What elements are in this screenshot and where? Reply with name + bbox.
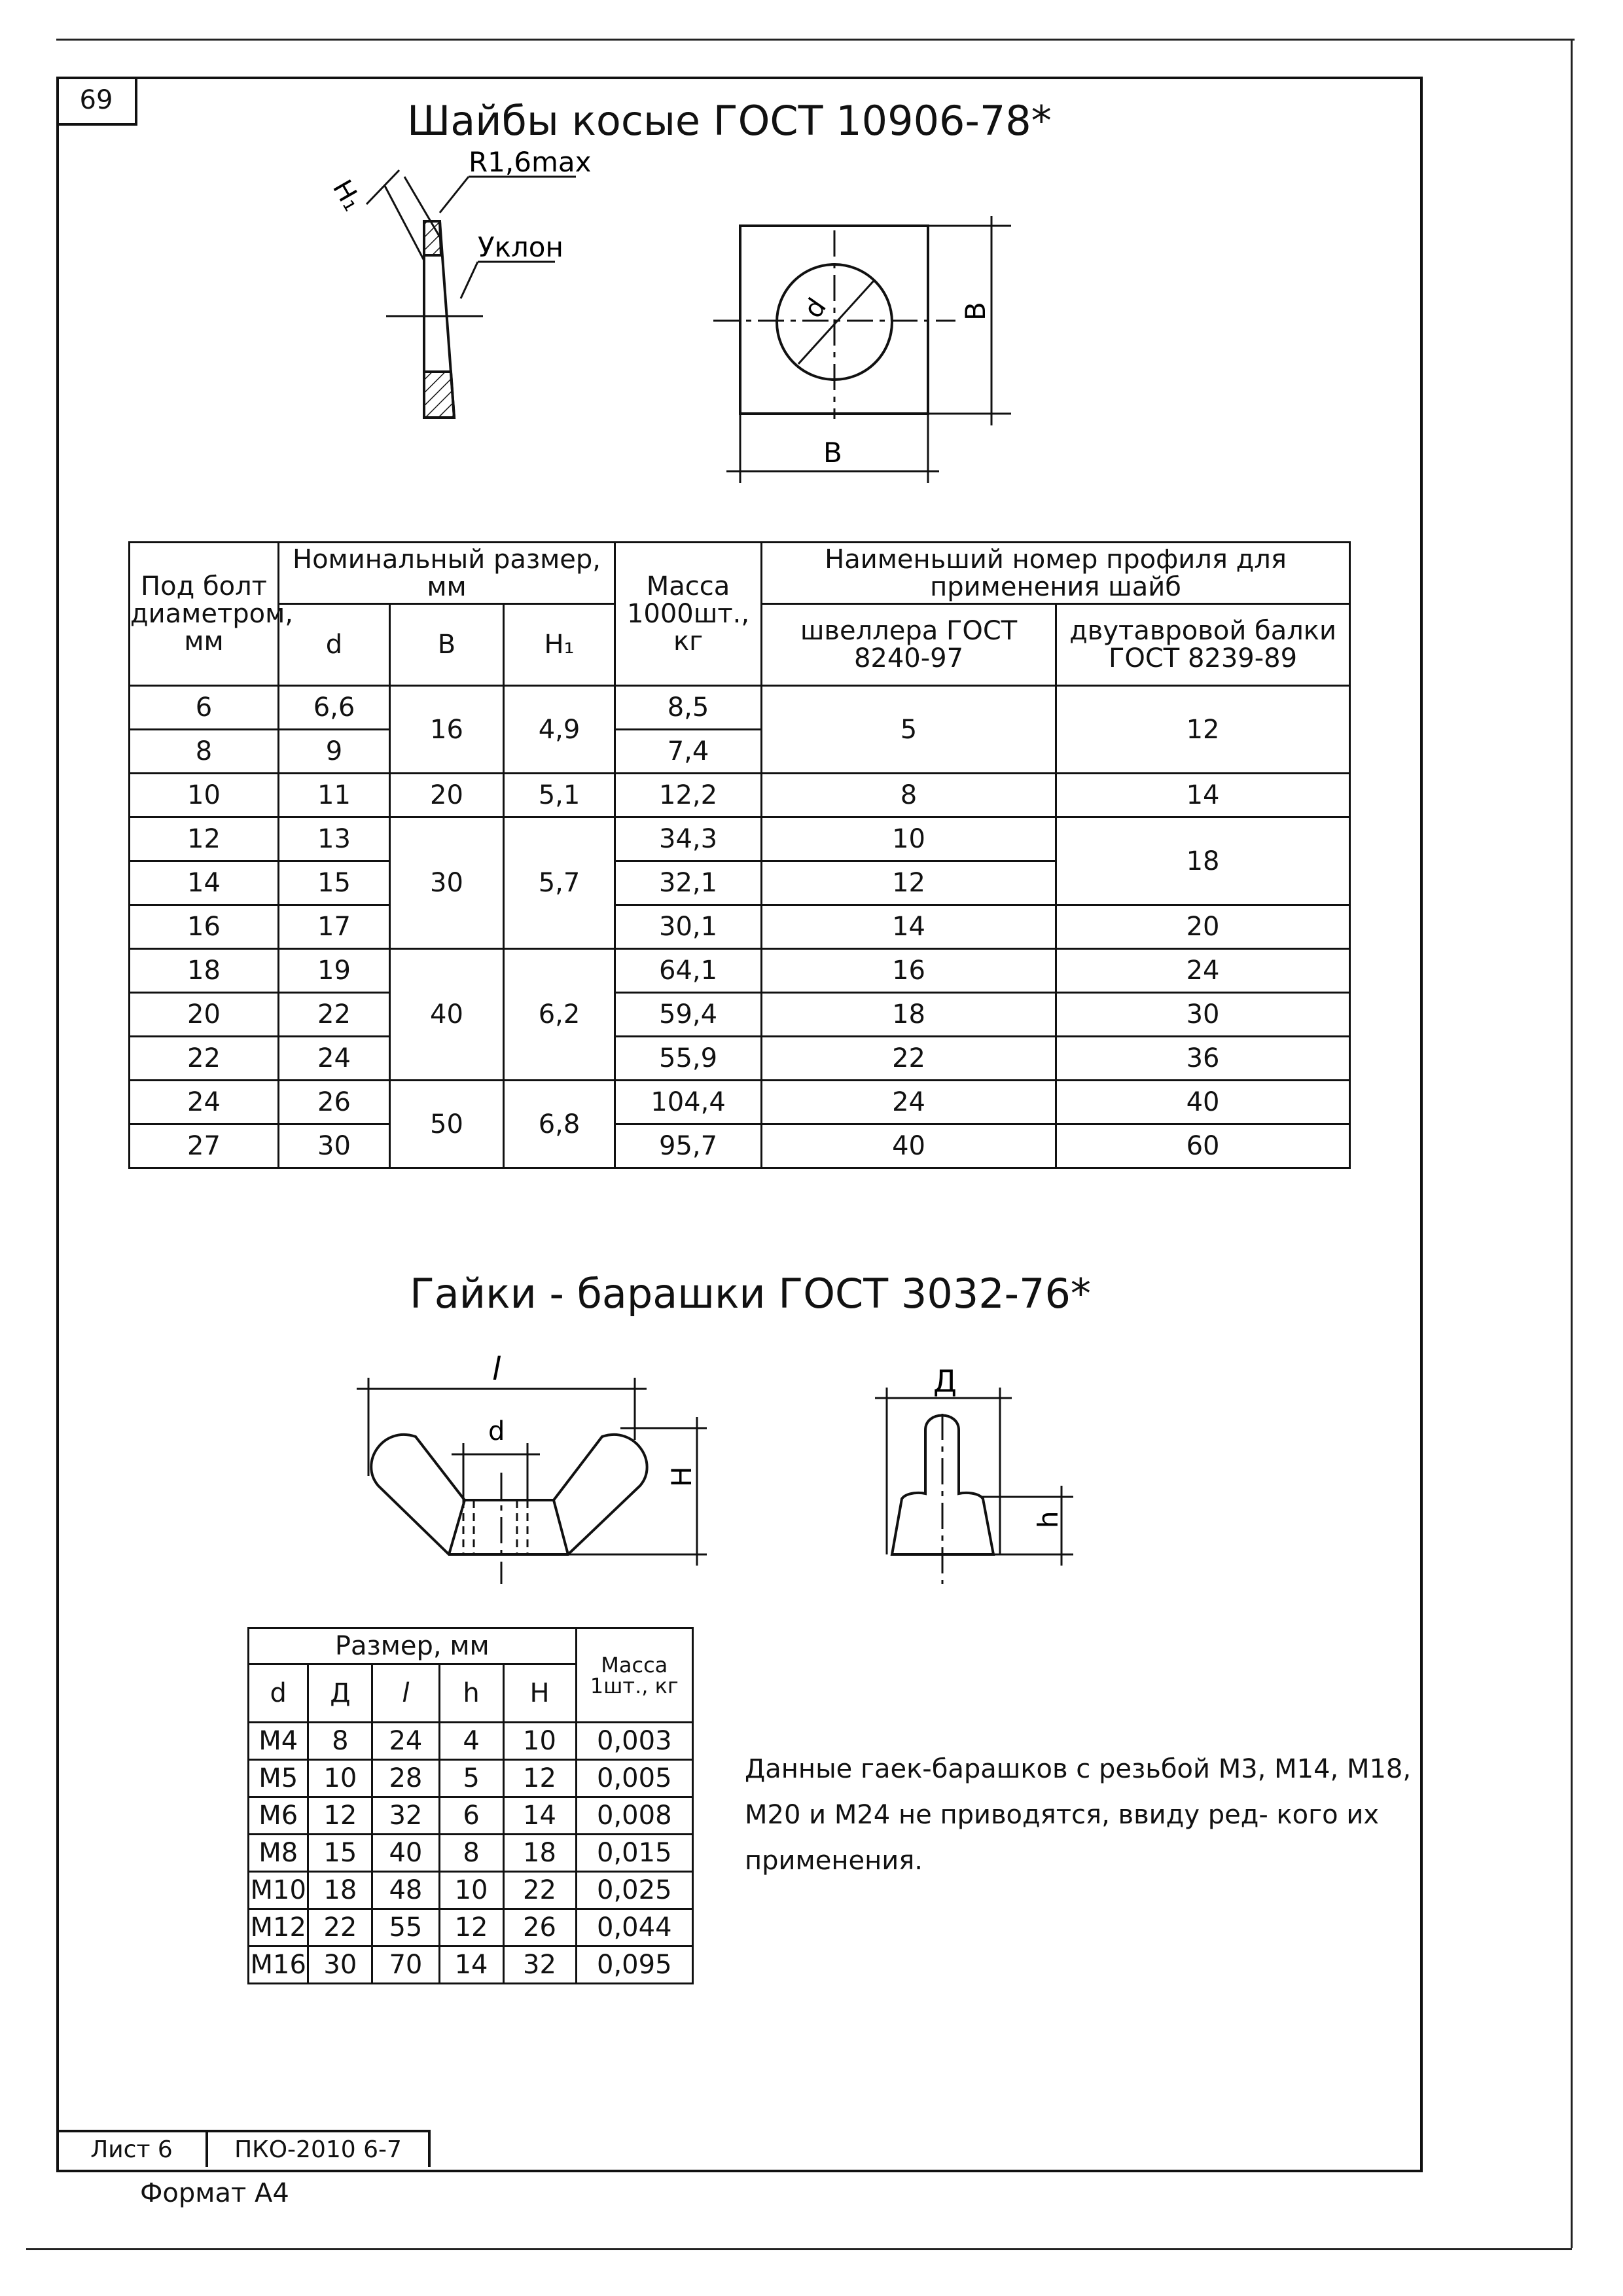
D-cell: 22 (308, 1909, 372, 1946)
header-l: l (372, 1664, 439, 1723)
ibeam-cell: 40 (1056, 1081, 1350, 1124)
mass-cell: 8,5 (615, 686, 762, 730)
l-cell: 55 (372, 1909, 439, 1946)
header-size: Размер, мм (249, 1628, 577, 1664)
h1-cell: 6,2 (504, 949, 615, 1081)
b-cell: 50 (390, 1081, 504, 1168)
table-row (249, 1946, 693, 1984)
h-cell: 10 (439, 1872, 503, 1909)
h1-cell: 5,1 (504, 774, 615, 817)
ibeam-cell: 20 (1056, 905, 1350, 949)
header-d: d (279, 604, 390, 686)
bolt-cell: 27 (130, 1124, 279, 1168)
thread-cell: M6 (249, 1797, 308, 1835)
h1-label: H₁ (326, 175, 368, 217)
document-code: ПКО-2010 6-7 (208, 2130, 431, 2167)
d-cell: 17 (279, 905, 390, 949)
header-D: Д (308, 1664, 372, 1723)
H-cell: 12 (503, 1760, 576, 1797)
b-label-vertical: B (959, 302, 991, 321)
D-cell: 10 (308, 1760, 372, 1797)
header-b: B (390, 604, 504, 686)
washers-title: Шайбы косые ГОСТ 10906-78* (407, 97, 1052, 145)
ibeam-cell: 60 (1056, 1124, 1350, 1168)
sheet-stamp (58, 2130, 431, 2167)
d-cell: 30 (279, 1124, 390, 1168)
d-cell: 11 (279, 774, 390, 817)
d-cell: 15 (279, 861, 390, 905)
d-cell: 19 (279, 949, 390, 993)
D-cell: 15 (308, 1835, 372, 1872)
wingnut-side-view (875, 1388, 1073, 1584)
h-cell: 8 (439, 1835, 503, 1872)
bolt-cell: 24 (130, 1081, 279, 1124)
header-mass: Масса 1шт., кг (576, 1628, 692, 1723)
wingnut-front-view (357, 1378, 707, 1584)
channel-cell: 16 (762, 949, 1056, 993)
d-cell: 6,6 (279, 686, 390, 730)
header-h1: H₁ (504, 604, 615, 686)
D-cell: 18 (308, 1872, 372, 1909)
H-cell: 14 (503, 1797, 576, 1835)
mass-cell: 0,015 (576, 1835, 692, 1872)
d-cell: 9 (279, 730, 390, 774)
H-cell: 22 (503, 1872, 576, 1909)
bolt-cell: 8 (130, 730, 279, 774)
h-cell: 6 (439, 1797, 503, 1835)
mass-cell: 0,008 (576, 1797, 692, 1835)
header-nominal-size: Номинальный размер, мм (279, 543, 615, 604)
bolt-cell: 18 (130, 949, 279, 993)
page-number: 69 (58, 77, 137, 126)
mass-cell: 0,005 (576, 1760, 692, 1797)
bolt-cell: 10 (130, 774, 279, 817)
ibeam-cell: 12 (1056, 686, 1350, 774)
D-cell: 12 (308, 1797, 372, 1835)
table-row (249, 1797, 693, 1835)
l-cell: 28 (372, 1760, 439, 1797)
thread-cell: M4 (249, 1723, 308, 1760)
mass-cell: 30,1 (615, 905, 762, 949)
H-label: H (666, 1466, 698, 1487)
header-ibeam: двутавровой балки ГОСТ 8239-89 (1056, 604, 1350, 686)
l-cell: 70 (372, 1946, 439, 1984)
header-h: h (439, 1664, 503, 1723)
channel-cell: 24 (762, 1081, 1056, 1124)
mass-cell: 64,1 (615, 949, 762, 993)
mass-cell: 34,3 (615, 817, 762, 861)
mass-cell: 0,025 (576, 1872, 692, 1909)
mass-cell: 55,9 (615, 1037, 762, 1081)
D-cell: 30 (308, 1946, 372, 1984)
ibeam-cell: 24 (1056, 949, 1350, 993)
h1-cell: 5,7 (504, 817, 615, 949)
radius-label: R1,6max (469, 146, 592, 178)
D-label: Д (933, 1363, 957, 1399)
H-cell: 26 (503, 1909, 576, 1946)
channel-cell: 18 (762, 993, 1056, 1037)
thread-cell: M8 (249, 1835, 308, 1872)
l-cell: 32 (372, 1797, 439, 1835)
ibeam-cell: 36 (1056, 1037, 1350, 1081)
slope-label: Уклон (478, 231, 563, 263)
h1-cell: 6,8 (504, 1081, 615, 1168)
header-profile: Наименьший номер профиля для применения шайб (762, 543, 1350, 604)
channel-cell: 5 (762, 686, 1056, 774)
thread-cell: M12 (249, 1909, 308, 1946)
header-d: d (249, 1664, 308, 1723)
channel-cell: 10 (762, 817, 1056, 861)
D-cell: 8 (308, 1723, 372, 1760)
table-row (249, 1872, 693, 1909)
wingnuts-table (247, 1627, 694, 1984)
channel-cell: 40 (762, 1124, 1056, 1168)
thread-cell: M5 (249, 1760, 308, 1797)
table-row (249, 1723, 693, 1760)
thread-cell: M10 (249, 1872, 308, 1909)
b-cell: 20 (390, 774, 504, 817)
l-cell: 40 (372, 1835, 439, 1872)
header-bolt-diameter: Под болт диаметром, мм (130, 543, 279, 686)
h-cell: 12 (439, 1909, 503, 1946)
table-row (249, 1835, 693, 1872)
b-cell: 16 (390, 686, 504, 774)
H-cell: 18 (503, 1835, 576, 1872)
channel-cell: 12 (762, 861, 1056, 905)
mass-cell: 0,095 (576, 1946, 692, 1984)
l-label: l (492, 1351, 501, 1388)
ibeam-cell: 18 (1056, 817, 1350, 905)
bolt-cell: 6 (130, 686, 279, 730)
d-cell: 13 (279, 817, 390, 861)
d-cell: 24 (279, 1037, 390, 1081)
bolt-cell: 12 (130, 817, 279, 861)
thread-cell: M16 (249, 1946, 308, 1984)
bolt-cell: 22 (130, 1037, 279, 1081)
table-row (249, 1909, 693, 1946)
ibeam-cell: 30 (1056, 993, 1350, 1037)
mass-cell: 32,1 (615, 861, 762, 905)
mass-cell: 7,4 (615, 730, 762, 774)
b-cell: 30 (390, 817, 504, 949)
mass-cell: 0,003 (576, 1723, 692, 1760)
table-row (249, 1760, 693, 1797)
ibeam-cell: 14 (1056, 774, 1350, 817)
b-label-horizontal: B (823, 437, 842, 469)
d-label: d (798, 293, 832, 324)
bolt-cell: 20 (130, 993, 279, 1037)
b-cell: 40 (390, 949, 504, 1081)
h-cell: 5 (439, 1760, 503, 1797)
sheet-label: Лист 6 (58, 2130, 208, 2167)
channel-cell: 8 (762, 774, 1056, 817)
channel-cell: 22 (762, 1037, 1056, 1081)
l-cell: 48 (372, 1872, 439, 1909)
h1-cell: 4,9 (504, 686, 615, 774)
mass-cell: 12,2 (615, 774, 762, 817)
header-channel: швеллера ГОСТ 8240-97 (762, 604, 1056, 686)
d-cell: 22 (279, 993, 390, 1037)
d-small-label: d (488, 1416, 505, 1446)
channel-cell: 14 (762, 905, 1056, 949)
mass-cell: 104,4 (615, 1081, 762, 1124)
h-cell: 4 (439, 1723, 503, 1760)
header-H: H (503, 1664, 576, 1723)
l-cell: 24 (372, 1723, 439, 1760)
mass-cell: 95,7 (615, 1124, 762, 1168)
wingnuts-title: Гайки - барашки ГОСТ 3032-76* (410, 1270, 1091, 1318)
h-cell: 14 (439, 1946, 503, 1984)
wingnut-note: Данные гаек-барашков с резьбой М3, М14, М18, М20 и М24 не приводятся, ввиду ред- кого их применения. (745, 1754, 1412, 1876)
mass-cell: 0,044 (576, 1909, 692, 1946)
mass-cell: 59,4 (615, 993, 762, 1037)
bolt-cell: 16 (130, 905, 279, 949)
d-cell: 26 (279, 1081, 390, 1124)
header-mass: Масса 1000шт., кг (615, 543, 762, 686)
H-cell: 32 (503, 1946, 576, 1984)
bolt-cell: 14 (130, 861, 279, 905)
H-cell: 10 (503, 1723, 576, 1760)
format-label: Формат А4 (140, 2178, 289, 2208)
h-label: h (1032, 1511, 1064, 1528)
